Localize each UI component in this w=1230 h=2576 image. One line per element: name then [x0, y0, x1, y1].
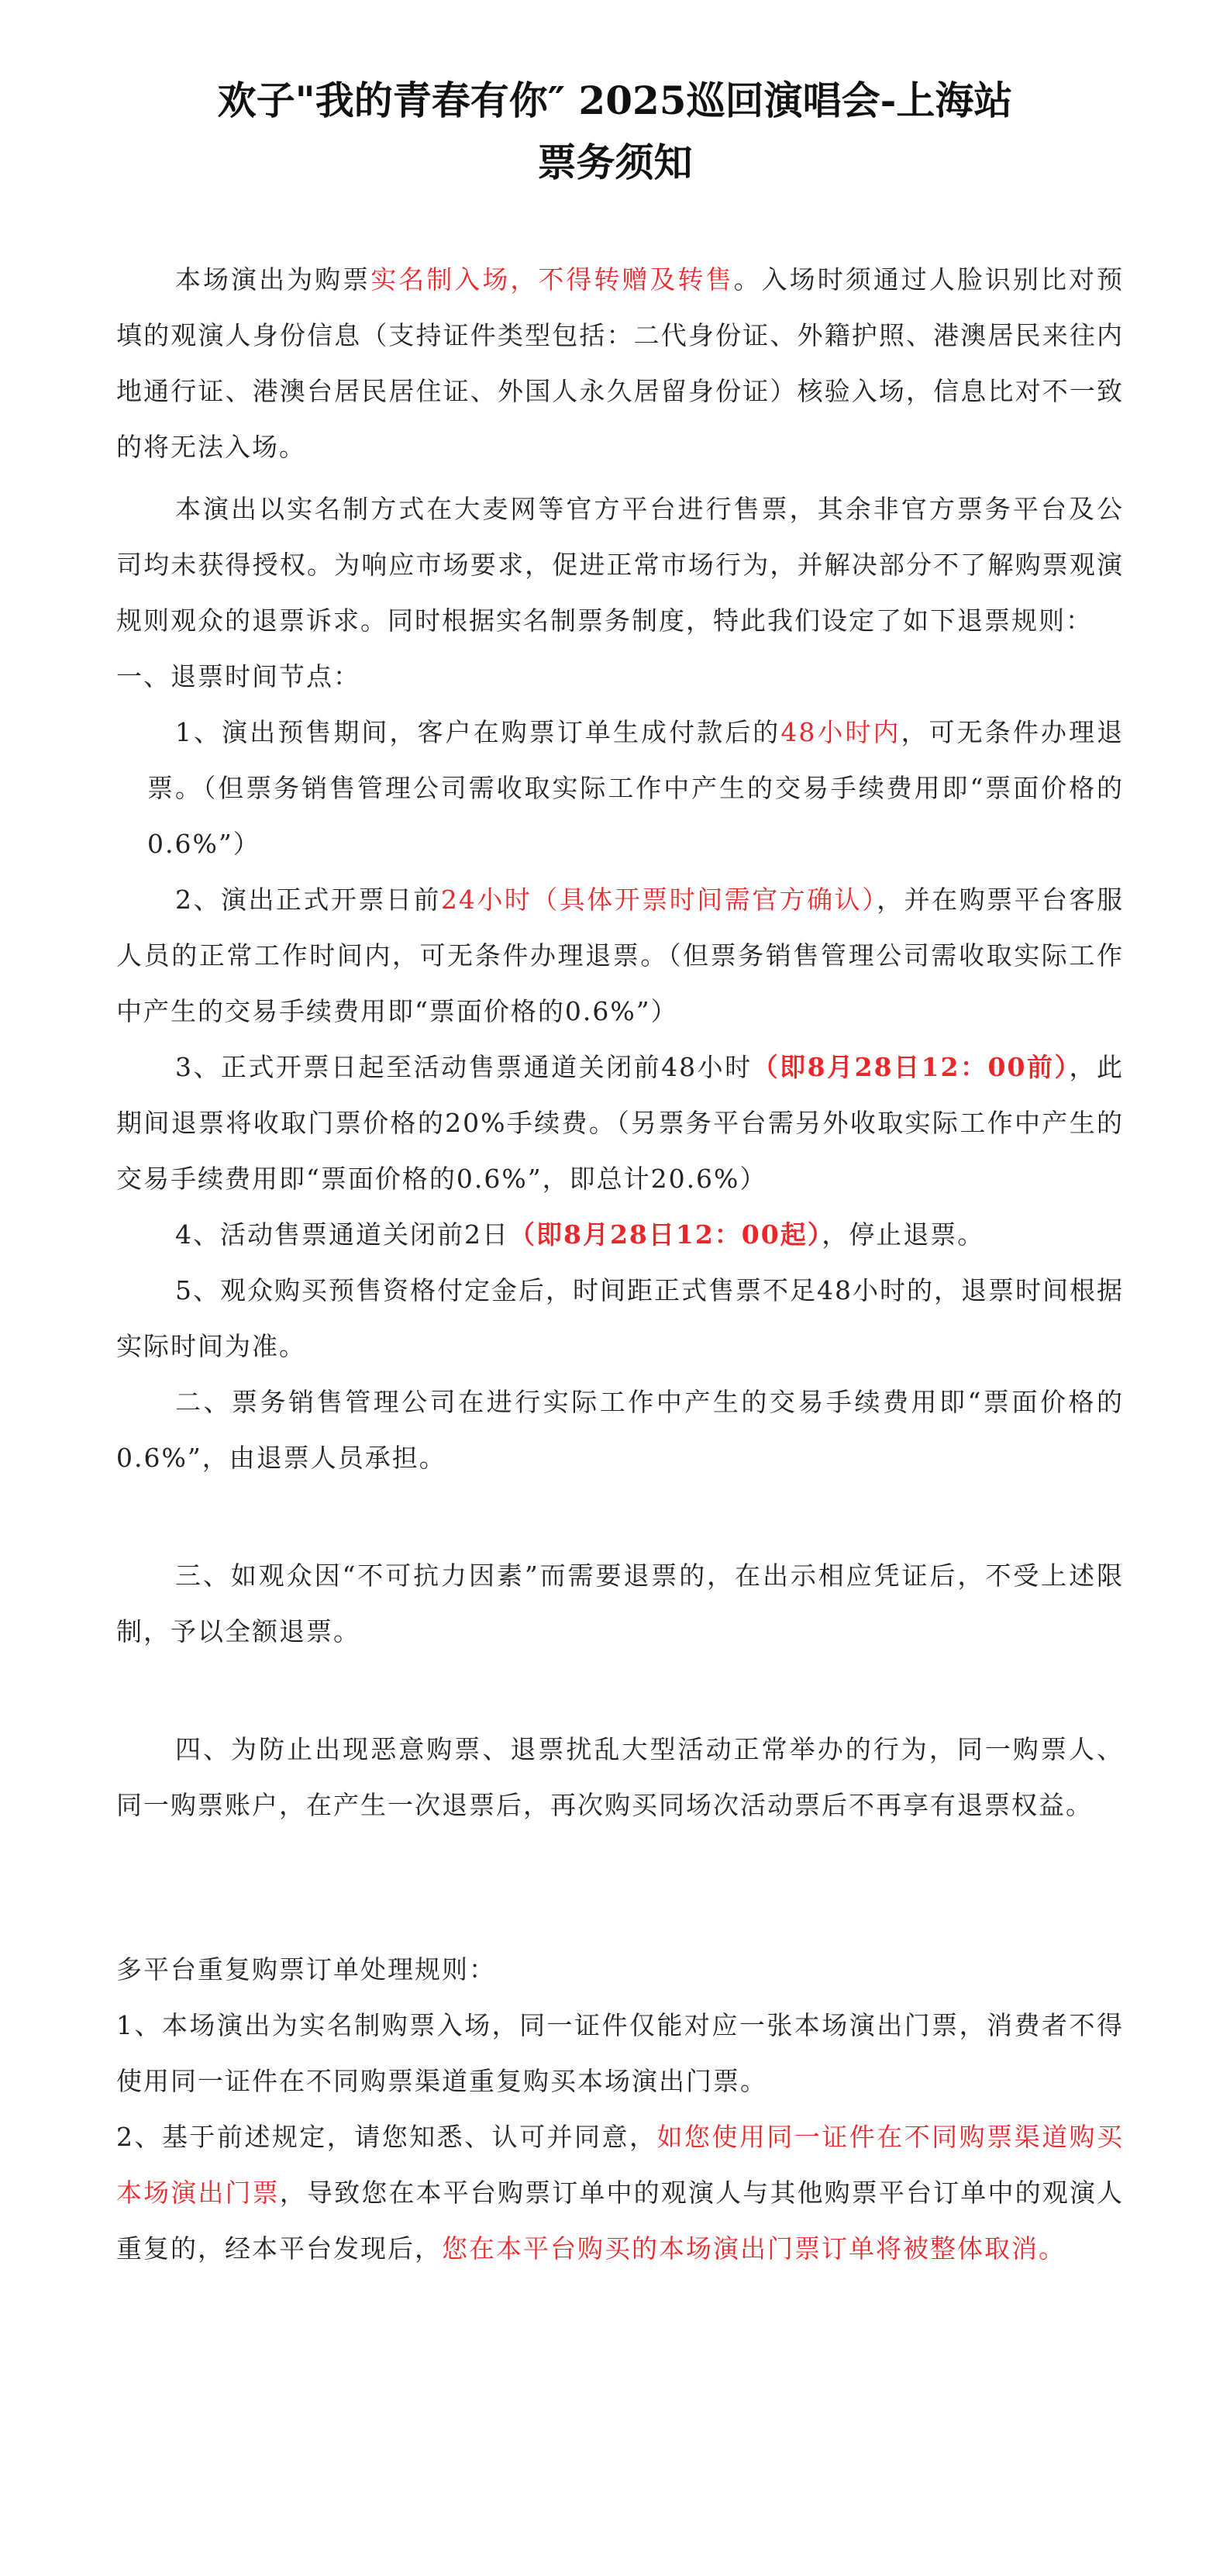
title-block [0, 70, 1230, 194]
section1-heading: 一、退票时间节点： [116, 661, 360, 691]
refund-rule-1 [147, 705, 1124, 872]
rule1-text-suffix: ，可无条件办理退票。（但票务销售管理公司需收取实际工作中产生的交易手续费用即“票面价格的0.6%”） [147, 717, 1125, 859]
mp-rule2-text: 2、基于前述规定，请您知悉、认可并同意， [116, 2122, 657, 2152]
intro-paragraph-2: 本演出以实名制方式在大麦网等官方平台进行售票，其余非官方票务平台及公司均未获得授权。为响应市场要求，促进正常市场行为，并解决部分不了解购票观演规则观众的退票诉求。同时根据实名制票务制度，特此我们设定了如下退票规则： [116, 494, 1124, 636]
mp-rule2-text-mid: ，导致您在本平台购票订单中的观演人与其他购票平台订单中的观演人重复的，经本平台发现后， [116, 2178, 1125, 2264]
multi-platform-rule-2 [116, 2109, 1124, 2277]
section3-paragraph: 三、如观众因“不可抗力因素”而需要退票的，在出示相应凭证后，不受上述限制，予以全额退票。 [116, 1560, 1124, 1647]
document-body [116, 252, 1124, 2277]
rule3-text-suffix: ，此期间退票将收取门票价格的20%手续费。（另票务平台需另外收取实际工作中产生的交易手续费用即“票面价格的0.6%”，即总计20.6%） [116, 1052, 1124, 1194]
rule3-text: 3、正式开票日起至活动售票通道关闭前48小时 [175, 1052, 753, 1082]
mp-rule2-highlight-2: 您在本平台购买的本场演出门票订单将被整体取消。 [442, 2233, 1066, 2264]
intro-p1-text-suffix: 。入场时须通过人脸识别比对预填的观演人身份信息（支持证件类型包括：二代身份证、外籍护照、港澳居民来往内地通行证、港澳台居民居住证、外国人永久居留身份证）核验入场，信息比对不一致的将无法入场。 [116, 264, 1125, 462]
intro-paragraph-1 [116, 252, 1124, 475]
refund-rule-2 [116, 872, 1124, 1040]
mp-rule2-highlight-1: 如您使用同一证件在不同购票渠道购买本场演出门票 [116, 2122, 1125, 2208]
document-subtitle: 票务须知 [537, 140, 693, 185]
refund-rule-4 [116, 1207, 1124, 1263]
refund-rule-3 [116, 1040, 1124, 1207]
rule3-highlight: （即8月28日12：00前） [752, 1052, 1070, 1082]
refund-rule-5: 5、观众购买预售资格付定金后，时间距正式售票不足48小时的，退票时间根据实际时间为准。 [116, 1275, 1124, 1361]
section2-paragraph: 二、票务销售管理公司在进行实际工作中产生的交易手续费用即“票面价格的0.6%”，由退票人员承担。 [116, 1387, 1124, 1473]
rule2-text: 2、演出正式开票日前 [175, 885, 441, 915]
multi-platform-rule-1: 1、本场演出为实名制购票入场，同一证件仅能对应一张本场演出门票，消费者不得使用同一证件在不同购票渠道重复购买本场演出门票。 [116, 2010, 1124, 2096]
multi-platform-heading: 多平台重复购票订单处理规则： [116, 1954, 496, 1985]
rule1-highlight: 48小时内 [780, 717, 901, 747]
rule4-text-suffix: ，停止退票。 [822, 1219, 985, 1250]
rule2-highlight: 24小时（具体开票时间需官方确认） [440, 885, 877, 915]
document-title: 欢子"我的青春有你″ 2025巡回演唱会-上海站 [217, 78, 1013, 123]
rule1-text: 1、演出预售期间，客户在购票订单生成付款后的 [175, 717, 781, 747]
rule4-text: 4、活动售票通道关闭前2日 [175, 1219, 509, 1250]
rule4-highlight: （即8月28日12：00起） [509, 1219, 822, 1250]
section4-paragraph: 四、为防止出现恶意购票、退票扰乱大型活动正常举办的行为，同一购票人、同一购票账户，在产生一次退票后，再次购买同场次活动票后不再享有退票权益。 [116, 1734, 1124, 1820]
intro-p1-highlight: 实名制入场，不得转赠及转售 [370, 264, 734, 295]
intro-p1-text: 本场演出为购票 [175, 264, 371, 295]
rule2-text-suffix: ，并在购票平台客服人员的正常工作时间内，可无条件办理退票。（但票务销售管理公司需收取实际工作中产生的交易手续费用即“票面价格的0.6%”） [116, 885, 1125, 1026]
